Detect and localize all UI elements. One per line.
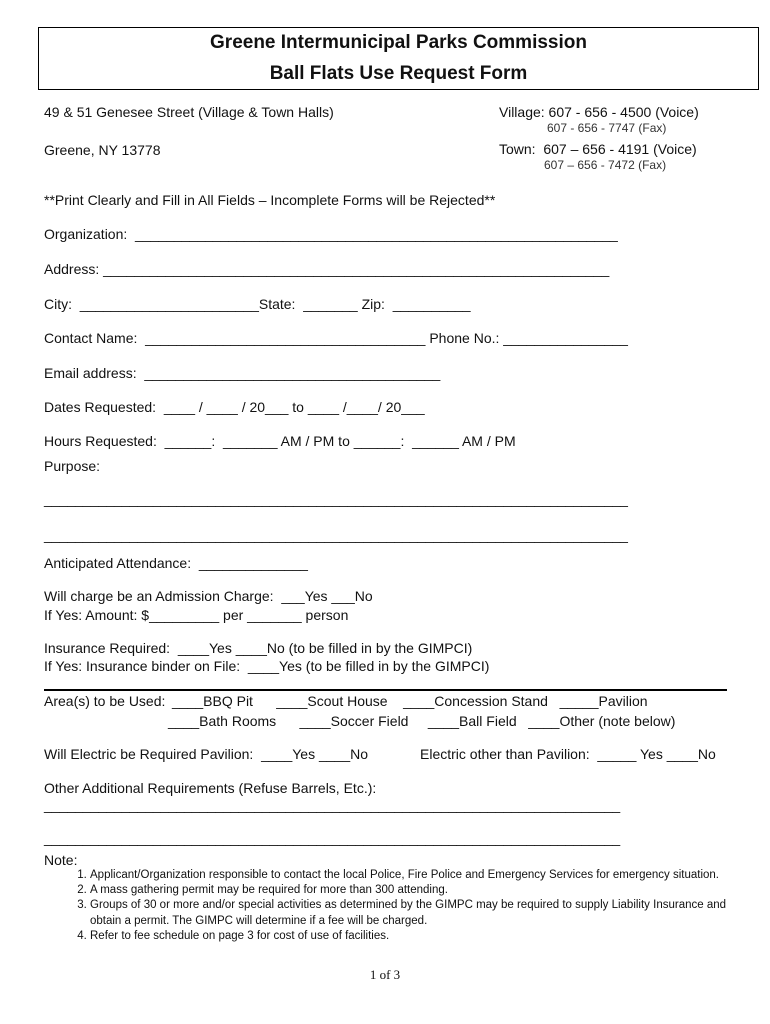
purpose-label: Purpose: [44, 458, 101, 474]
electric-pavilion-field[interactable]: Will Electric be Required Pavilion: ____Yes ____No [44, 746, 368, 762]
other-requirements-line[interactable]: __________________________________________________________________________ [44, 797, 621, 813]
purpose-line[interactable]: ___________________________________________________________________________ [44, 527, 628, 543]
village-fax: 607 - 656 - 7747 (Fax) [547, 121, 667, 135]
notes-label: Note: [44, 852, 78, 868]
form-subtitle: Ball Flats Use Request Form [269, 63, 528, 84]
admission-field[interactable]: Will charge be an Admission Charge: ___Yes ___No [44, 588, 373, 604]
purpose-line[interactable]: ___________________________________________________________________________ [44, 491, 628, 507]
contact-phone-field[interactable]: Contact Name: ____________________________________ Phone No.: ________________ [44, 330, 628, 346]
title-box [38, 27, 759, 90]
hours-requested-field[interactable]: Hours Requested: ______: _______ AM / PM to ______: ______ AM / PM [44, 433, 516, 449]
town-voice: Town: 607 – 656 - 4191 (Voice) [499, 141, 697, 157]
form-title: Greene Intermunicipal Parks Commission [210, 32, 587, 53]
areas-options-row[interactable]: ____Bath Rooms ____Soccer Field ____Ball Field ____Other (note below) [168, 713, 676, 729]
other-requirements-label: Other Additional Requirements (Refuse Barrels, Etc.): [44, 780, 377, 796]
note-item: 1. Applicant/Organization responsible to contact the local Police, Fire Police and Emergency Services for emergency situation. [90, 868, 730, 883]
areas-label: Area(s) to be Used: [44, 693, 166, 709]
amount-field[interactable]: If Yes: Amount: $_________ per _______ person [44, 607, 349, 623]
notes-list [46, 868, 730, 944]
note-item: 2. A mass gathering permit may be required for more than 300 attending. [90, 883, 730, 898]
insurance-field[interactable]: Insurance Required: ____Yes ____No (to be filled in by the GIMPCI) [44, 640, 473, 656]
areas-options-row[interactable]: ____BBQ Pit ____Scout House ____Concession Stand _____Pavilion [172, 693, 648, 709]
binder-field[interactable]: If Yes: Insurance binder on File: ____Yes (to be filled in by the GIMPCI) [44, 658, 490, 674]
electric-other-field[interactable]: Electric other than Pavilion: _____ Yes ____No [420, 746, 716, 762]
address-field[interactable]: Address: _________________________________________________________________ [44, 261, 610, 277]
town-fax: 607 – 656 - 7472 (Fax) [544, 158, 667, 172]
dates-requested-field[interactable]: Dates Requested: ____ / ____ / 20___ to ____ /____/ 20___ [44, 399, 425, 415]
organization-field[interactable]: Organization: ______________________________________________________________ [44, 226, 618, 242]
office-address: 49 & 51 Genesee Street (Village & Town Halls) [44, 104, 334, 120]
section-divider [44, 689, 727, 691]
attendance-field[interactable]: Anticipated Attendance: ______________ [44, 555, 308, 571]
page-number: 1 of 3 [369, 967, 401, 982]
note-item: 3. Groups of 30 or more and/or special activities as determined by the GIMPC may be required to supply Liability Insurance and obtain a permit. The GIMPC will determine if a fee will be charged. [90, 898, 730, 928]
village-voice: Village: 607 - 656 - 4500 (Voice) [499, 104, 699, 120]
email-field[interactable]: Email address: ______________________________________ [44, 365, 441, 381]
instructions: **Print Clearly and Fill in All Fields – Incomplete Forms will be Rejected** [44, 192, 496, 208]
city-state-zip-field[interactable]: City: _______________________State: _______ Zip: __________ [44, 296, 471, 312]
other-requirements-line[interactable]: __________________________________________________________________________ [44, 830, 621, 846]
office-city: Greene, NY 13778 [44, 142, 161, 158]
note-item: 4. Refer to fee schedule on page 3 for cost of use of facilities. [90, 929, 730, 944]
